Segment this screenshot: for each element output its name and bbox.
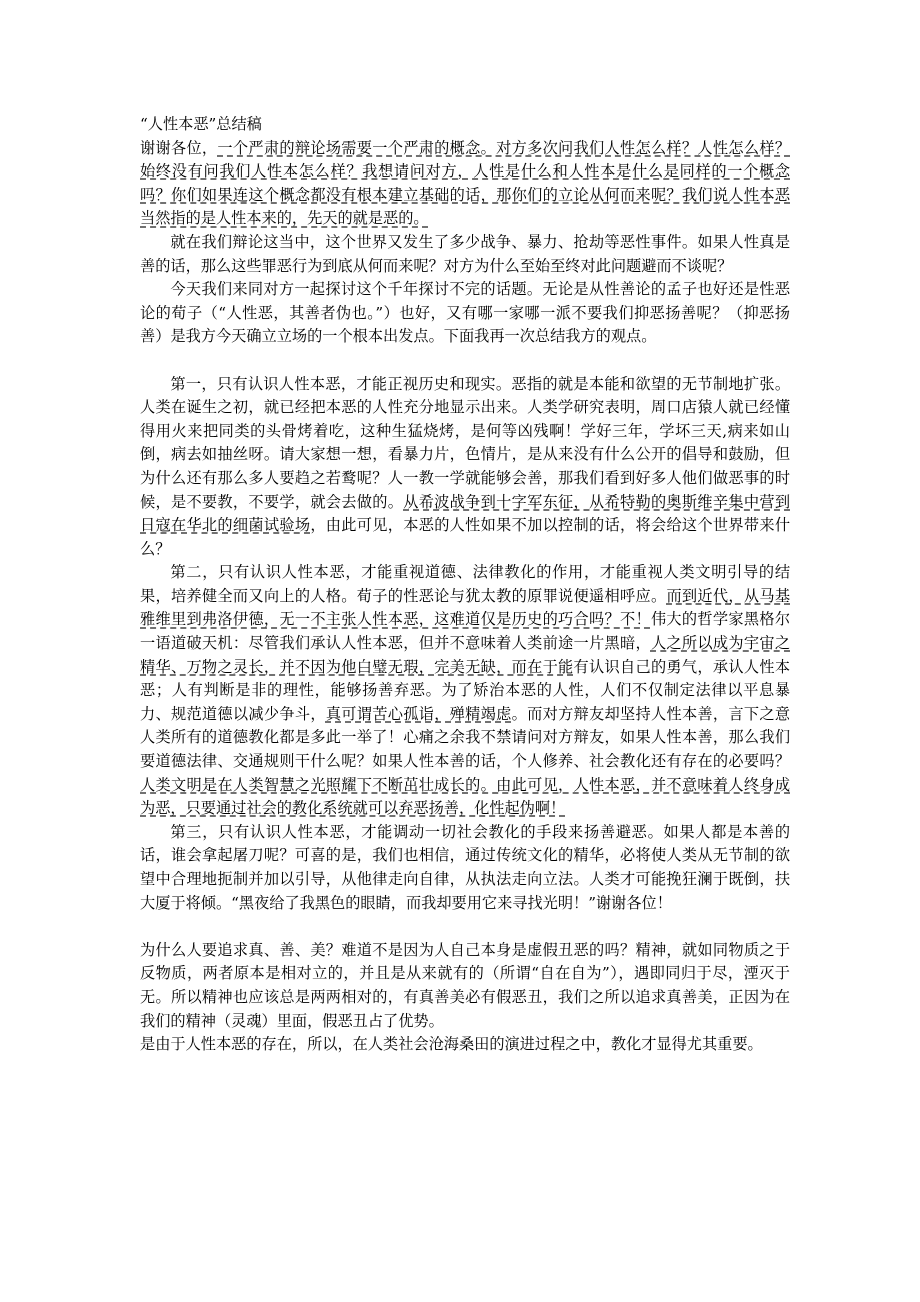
- point-2-paragraph: 第二，只有认识人性本恶，才能重视道德、法律教化的作用，才能重视人类文明引导的结果，培养健全而又向上的人格。荀子的性恶论与犹太教的原罪说便遥相呼应。而到近代，从马基雅维里到弗洛伊德，无一不主张人性本恶，这难道仅是历史的巧合吗？不！伟大的哲学家黑格尔一语道破天机：尽管我们承认人性本恶，但并不意味着人类前途一片黑暗，人之所以成为宇宙之精华、万物之灵长，并不因为他白璧无瑕，完美无缺，而在于能有认识自己的勇气，承认人性本恶；人有判断是非的理性，能够扬善弃恶。为了矫治本恶的人性，人们不仅制定法律以平息暴力、规范道德以减少争斗，真可谓苦心孤诣，殚精竭虑。而对方辩友却坚持人性本善，言下之意人类所有的道德教化都是多此一举了！心痛之余我不禁请问对方辩友，如果人性本善，那么我们要道德法律、交通规则干什么呢？如果人性本善的话，个人修养、社会教化还有存在的必要吗？人类文明是在人类智慧之光照耀下不断茁壮成长的。由此可见，人性本恶，并不意味着人终身成为恶，只要通过社会的教化系统就可以弃恶扬善，化性起伪啊！: [140, 563, 791, 818]
- paragraph-2: 就在我们辩论这当中，这个世界又发生了多少战争、暴力、抢劫等恶性事件。如果人性真是善的话，那么这些罪恶行为到底从何而来呢？对方为什么至始至终对此问题避而不谈呢？: [140, 232, 790, 275]
- point-2-underlined-text-4: 人类文明是在人类智慧之光照耀下不断茁壮成长的。由此可见，人性本恶，并不意味着人终身成为恶，只要通过社会的教化系统就可以弃恶扬善，化性起伪啊！: [140, 775, 790, 818]
- blank-line: [140, 349, 790, 373]
- closing-paragraph-1: 为什么人要追求真、善、美？难道不是因为人自己本身是虚假丑恶的吗？精神，就如同物质之于反物质，两者原本是相对立的，并且是从来就有的（所谓“自在自为”），遇即同归于尽，湮灭于无。所以精神也应该总是两两相对的，有真善美必有假恶丑，我们之所以追求真善美，正因为在我们的精神（灵魂）里面，假恶丑占了优势。: [140, 940, 790, 1030]
- point-3-paragraph: 第三，只有认识人性本恶，才能调动一切社会教化的手段来扬善避恶。如果人都是本善的话，谁会拿起屠刀呢？可喜的是，我们也相信，通过传统文化的精华，必将使人类从无节制的欲望中合理地扼制并加以引导，从他律走向自律，从执法走向立法。人类才可能挽狂澜于既倒，扶大厦于将倾。“黑夜给了我黑色的眼睛，而我却要用它来寻找光明！”谢谢各位！: [140, 822, 790, 912]
- greeting-text: 谢谢各位，: [140, 138, 218, 157]
- opening-underlined-text: 一个严肃的辩论场需要一个严肃的概念。对方多次问我们人性怎么样？人性怎么样？始终没有问我们人性本怎么样？我想请问对方，人性是什么和人性本是什么是同样的一个概念吗？你们如果连这个概念都没有根本建立基础的话，那你们的立论从何而来呢？我们说人性本恶当然指的是人性本来的，先天的就是恶的。: [140, 138, 791, 228]
- closing-paragraph-2: 是由于人性本恶的存在，所以，在人类社会沧海桑田的演进过程之中，教化才显得尤其重要。: [140, 1035, 763, 1054]
- point-2-underlined-text-1: 而到近代，从马基雅维里到弗洛伊德，无一不主张人性本恶，这难道仅是历史的巧合吗？不！: [140, 586, 791, 629]
- document-body: [140, 113, 790, 1057]
- point-2-underlined-text-3: 真可谓苦心孤诣，殚精竭虑: [325, 704, 512, 723]
- point-2-underlined-text-2: 人之所以成为宇宙之精华、万物之灵长，并不因为他白璧无瑕，完美无缺，而在于能: [140, 634, 791, 676]
- paragraph-3: 今天我们来同对方一起探讨这个千年探讨不完的话题。无论是从性善论的孟子也好还是性恶论的荀子（“人性恶，其善者伪也。”）也好，又有哪一家哪一派不要我们抑恶扬善呢？（抑恶扬善）是我方今天确立立场的一个根本出发点。下面我再一次总结我方的观点。: [140, 280, 790, 346]
- blank-line: [140, 915, 790, 939]
- point-1-paragraph: 第一，只有认识人性本恶，才能正视历史和现实。恶指的就是本能和欲望的无节制地扩张。人类在诞生之初，就已经把本恶的人性充分地显示出来。人类学研究表明，周口店猿人就已经懂得用火来把同类的头骨烤着吃，这种生猛烧烤，是何等凶残啊！学好三年，学坏三天,病来如山倒，病去如抽丝呀。请大家想一想，看暴力片，色情片，是从来没有什么公开的倡导和鼓励，但为什么还有那么多人要趋之若鹜呢？人一教一学就能够会善，那我们看到好多人他们做恶事的时候，是不要教，不要学，就会去做的。从希波战争到十字军东征，从希特勒的奥斯维辛集中营到日寇在华北的细菌试验场，由此可见，本恶的人性如果不加以控制的话，将会给这个世界带来什么？: [140, 374, 791, 558]
- document-title: “人性本恶”总结稿: [140, 115, 262, 133]
- point-1-underlined-text: 从希波战争到十字军东征，从希特勒的奥斯维辛集中营到日寇在华北的细菌试验场: [140, 492, 791, 535]
- opening-paragraph: [140, 137, 790, 231]
